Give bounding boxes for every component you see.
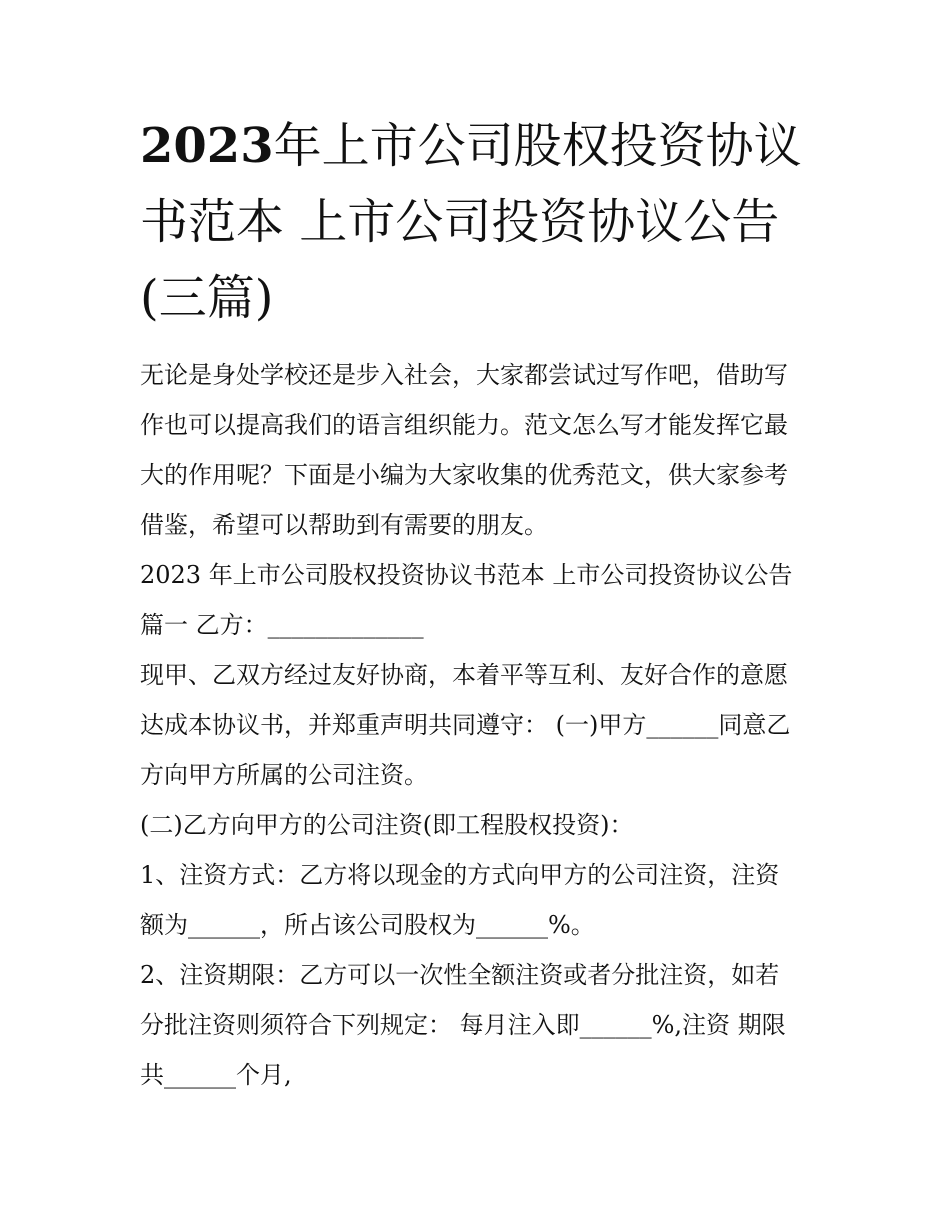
investment-term-paragraph xyxy=(140,950,812,1100)
paragraph-line: (二)乙方向甲方的公司注资(即工程股权投资)： xyxy=(140,811,634,839)
title-line-2: 书范本 上市公司投资协议公告 xyxy=(140,194,780,250)
paragraph-line: 篇一 乙方：_____________ xyxy=(140,611,424,639)
paragraph-line: 2、注资期限：乙方可以一次性全额注资或者分批注资，如若 xyxy=(140,961,780,989)
agreement-heading-paragraph xyxy=(140,550,812,650)
consensus-paragraph xyxy=(140,650,812,800)
paragraph-line: 2023 年上市公司股权投资协议书范本 上市公司投资协议公告 xyxy=(140,561,793,589)
paragraph-line: 无论是身处学校还是步入社会，大家都尝试过写作吧，借助写 xyxy=(140,361,788,389)
paragraph-line: 借鉴，希望可以帮助到有需要的朋友。 xyxy=(140,511,548,539)
paragraph-line: 现甲、乙双方经过友好协商，本着平等互利、友好合作的意愿 xyxy=(140,661,788,689)
paragraph-line: 方向甲方所属的公司注资。 xyxy=(140,761,428,789)
paragraph-line: 作也可以提高我们的语言组织能力。范文怎么写才能发挥它最 xyxy=(140,411,788,439)
document-page xyxy=(140,108,812,1100)
title-line-1-text: 年上市公司股权投资协议 xyxy=(273,118,802,174)
paragraph-line: 分批注资则须符合下列规定： 每月注入即______%,注资 期限 xyxy=(140,1011,786,1039)
investment-method-paragraph xyxy=(140,850,812,950)
title-line-3: (三篇) xyxy=(140,270,274,326)
document-title xyxy=(140,108,812,336)
paragraph-line: 大的作用呢？下面是小编为大家收集的优秀范文，供大家参考 xyxy=(140,461,788,489)
clause-two-paragraph xyxy=(140,800,812,850)
intro-paragraph xyxy=(140,350,812,550)
paragraph-line: 1、注资方式：乙方将以现金的方式向甲方的公司注资，注资 xyxy=(140,861,780,889)
title-line-1 xyxy=(140,108,812,184)
paragraph-line: 共______个月, xyxy=(140,1061,292,1089)
title-year: 2023 xyxy=(140,118,274,174)
paragraph-line: 额为______，所占该公司股权为______%。 xyxy=(140,911,595,939)
paragraph-line: 达成本协议书，并郑重声明共同遵守： (一)甲方______同意乙 xyxy=(140,711,791,739)
